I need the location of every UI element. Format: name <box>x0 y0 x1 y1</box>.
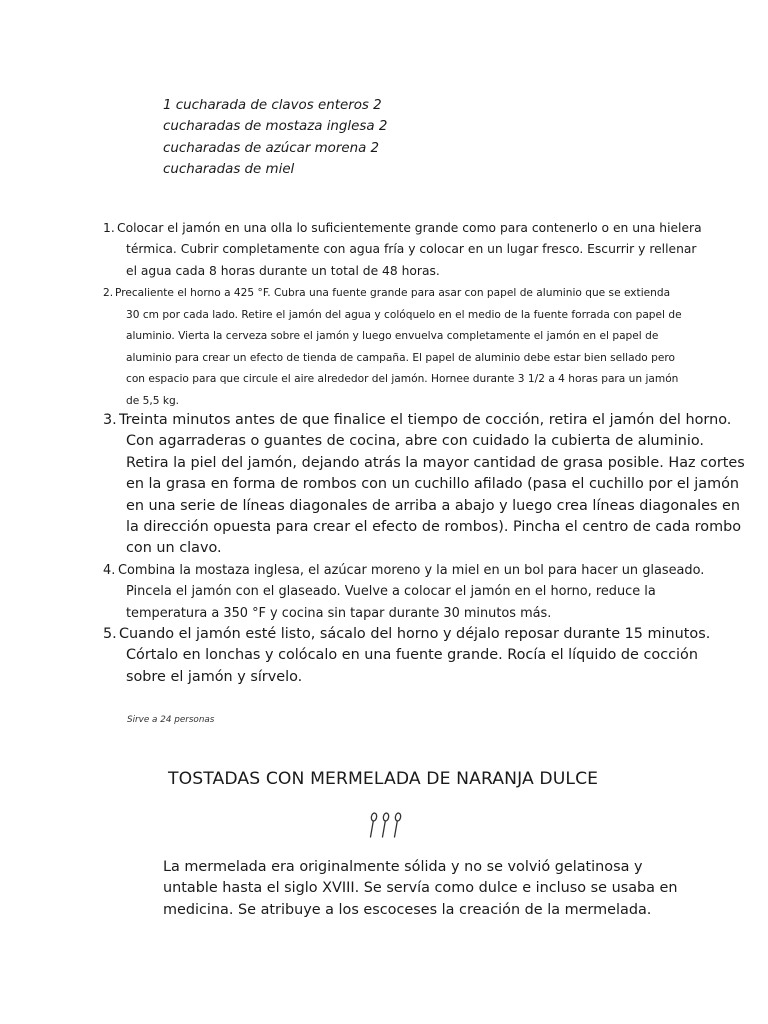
step-number: 2. <box>103 287 114 299</box>
step-text-line: con un clavo. <box>126 540 222 557</box>
step-text-line: Treinta minutos antes de que finalice el tiempo de cocción, retira el jamón del horno. <box>119 412 732 428</box>
step-text-line: Combina la mostaza inglesa, el azúcar moreno y la miel en un bol para hacer un glaseado. <box>118 563 705 578</box>
step-text-line: Córtalo en lonchas y colócalo en una fuente grande. Rocía el líquido de cocción <box>126 647 698 664</box>
ingredient-line: cucharadas de mostaza inglesa 2 <box>163 119 388 135</box>
intro-line: La mermelada era originalmente sólida y no se volvió gelatinosa y <box>163 859 643 875</box>
step-text-line: Retira la piel del jamón, dejando atrás la mayor cantidad de grasa posible. Haz cortes <box>126 454 745 471</box>
ingredient-line: cucharadas de miel <box>163 161 295 177</box>
ingredient-line: 1 cucharada de clavos enteros 2 <box>163 98 382 113</box>
step-text-line: aluminio. Vierta la cerveza sobre el jamón y luego envuelva completamente el jamón en el papel de <box>126 330 659 342</box>
step-text-line: temperatura a 350 °F y cocina sin tapar durante 30 minutos más. <box>126 605 552 621</box>
instruction-step-4 <box>103 560 705 624</box>
instruction-step-1 <box>103 218 702 282</box>
step-text-line: térmica. Cubrir completamente con agua fría y colocar en un lugar fresco. Escurrir y rellenar <box>126 242 697 257</box>
intro-line: medicina. Se atribuye a los escoceses la creación de la mermelada. <box>163 901 652 918</box>
recipe-title: TOSTADAS CON MERMELADA DE NARANJA DULCE <box>168 769 599 789</box>
instruction-step-2 <box>103 283 683 412</box>
step-text-line: Con agarraderas o guantes de cocina, abre con cuidado la cubierta de aluminio. <box>126 433 704 450</box>
step-text-line: Precaliente el horno a 425 °F. Cubra una fuente grande para asar con papel de aluminio que se extienda <box>115 287 671 299</box>
step-number: 4. <box>103 563 116 578</box>
step-text-line: Pincela el jamón con el glaseado. Vuelve a colocar el jamón en el horno, reduce la <box>126 584 656 600</box>
step-text-line: aluminio para crear un efecto de tienda de campaña. El papel de aluminio debe estar bien sellado pero <box>126 351 676 364</box>
step-text-line: con espacio para que circule el aire alrededor del jamón. Hornee durante 3 1/2 a 4 horas para un jamón <box>126 373 679 385</box>
ingredient-line: cucharadas de azúcar morena 2 <box>163 140 380 156</box>
three-spoons-icon <box>366 812 406 840</box>
step-text-line: el agua cada 8 horas durante un total de 48 horas. <box>126 263 440 278</box>
servings-note: Sirve a 24 personas <box>127 715 215 725</box>
step-text-line: en una serie de líneas diagonales de arriba a abajo y luego crea líneas diagonales en <box>126 497 741 514</box>
step-text-line: de 5,5 kg. <box>126 394 180 407</box>
step-text-line: la dirección opuesta para crear el efecto de rombos). Pincha el centro de cada rombo <box>126 519 742 536</box>
step-text-line: en la grasa en forma de rombos con un cuchillo afilado (pasa el cuchillo por el jamón <box>126 476 740 493</box>
step-number: 1. <box>103 221 115 235</box>
instruction-step-5 <box>103 624 711 688</box>
step-text-line: Cuando el jamón esté listo, sácalo del horno y déjalo reposar durante 15 minutos. <box>119 626 711 642</box>
ingredient-list <box>163 95 403 180</box>
step-text-line: 30 cm por cada lado. Retire el jamón del agua y colóquelo en el medio de la fuente forrada con papel de <box>126 308 682 321</box>
step-number: 5. <box>103 626 117 642</box>
step-number: 3. <box>103 412 117 428</box>
instruction-step-3 <box>103 410 745 560</box>
step-text-line: sobre el jamón y sírvelo. <box>126 668 303 685</box>
recipe-intro <box>163 857 678 921</box>
intro-line: untable hasta el siglo XVIII. Se servía como dulce e incluso se usaba en <box>163 880 678 897</box>
step-text-line: Colocar el jamón en una olla lo suficientemente grande como para contenerlo o en una hielera <box>117 221 702 235</box>
